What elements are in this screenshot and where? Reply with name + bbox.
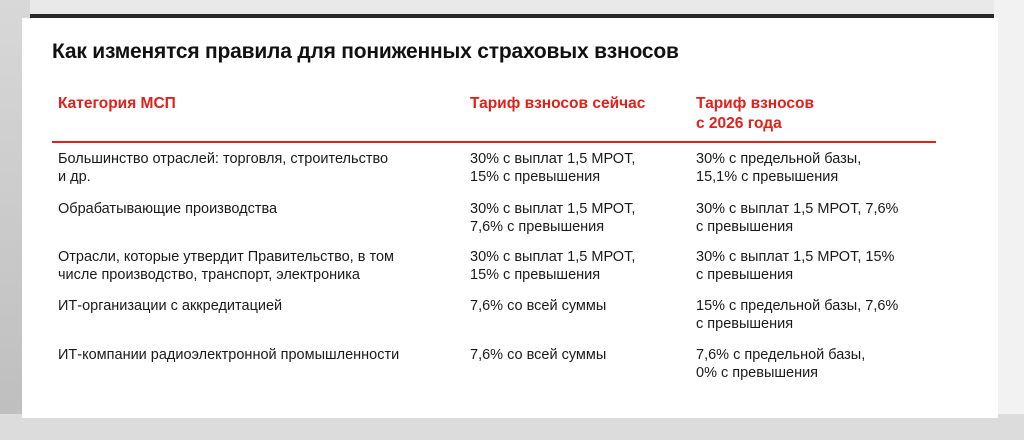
page-title: Как изменятся правила для пониженных страховых взносов (52, 40, 679, 63)
cell-current-rate: 7,6% со всей суммы (470, 298, 607, 314)
cell-future-rate: 15% с предельной базы, 7,6% с превышения (696, 298, 899, 332)
cell-category: ИТ-компании радиоэлектронной промышленности (58, 347, 400, 363)
header-divider (52, 141, 936, 143)
cell-current-rate: 30% с выплат 1,5 МРОТ, 15% с превышения (470, 151, 636, 185)
cell-current-rate: 30% с выплат 1,5 МРОТ, 7,6% с превышения (470, 201, 636, 235)
column-header-future: Тариф взносов с 2026 года (696, 95, 815, 132)
cell-category: Большинство отраслей: торговля, строительство и др. (58, 151, 389, 185)
background-right (994, 0, 1024, 440)
cell-current-rate: 30% с выплат 1,5 МРОТ, 15% с превышения (470, 249, 636, 283)
cell-future-rate: 7,6% с предельной базы, 0% с превышения (696, 347, 866, 381)
cell-future-rate: 30% с выплат 1,5 МРОТ, 15% с превышения (696, 249, 895, 283)
column-header-category: Категория МСП (58, 95, 176, 112)
infographic-card (22, 18, 998, 418)
cell-future-rate: 30% с выплат 1,5 МРОТ, 7,6% с превышения (696, 201, 899, 235)
cell-category: Обрабатывающие производства (58, 201, 278, 217)
cell-category: Отрасли, которые утвердит Правительство, в том числе производство, транспорт, электроника (58, 249, 394, 283)
column-header-current: Тариф взносов сейчас (470, 95, 646, 112)
cell-category: ИТ-организации с аккредитацией (58, 298, 283, 314)
cell-future-rate: 30% с предельной базы, 15,1% с превышения (696, 151, 862, 185)
cell-current-rate: 7,6% со всей суммы (470, 347, 607, 363)
background-top (0, 0, 1024, 14)
